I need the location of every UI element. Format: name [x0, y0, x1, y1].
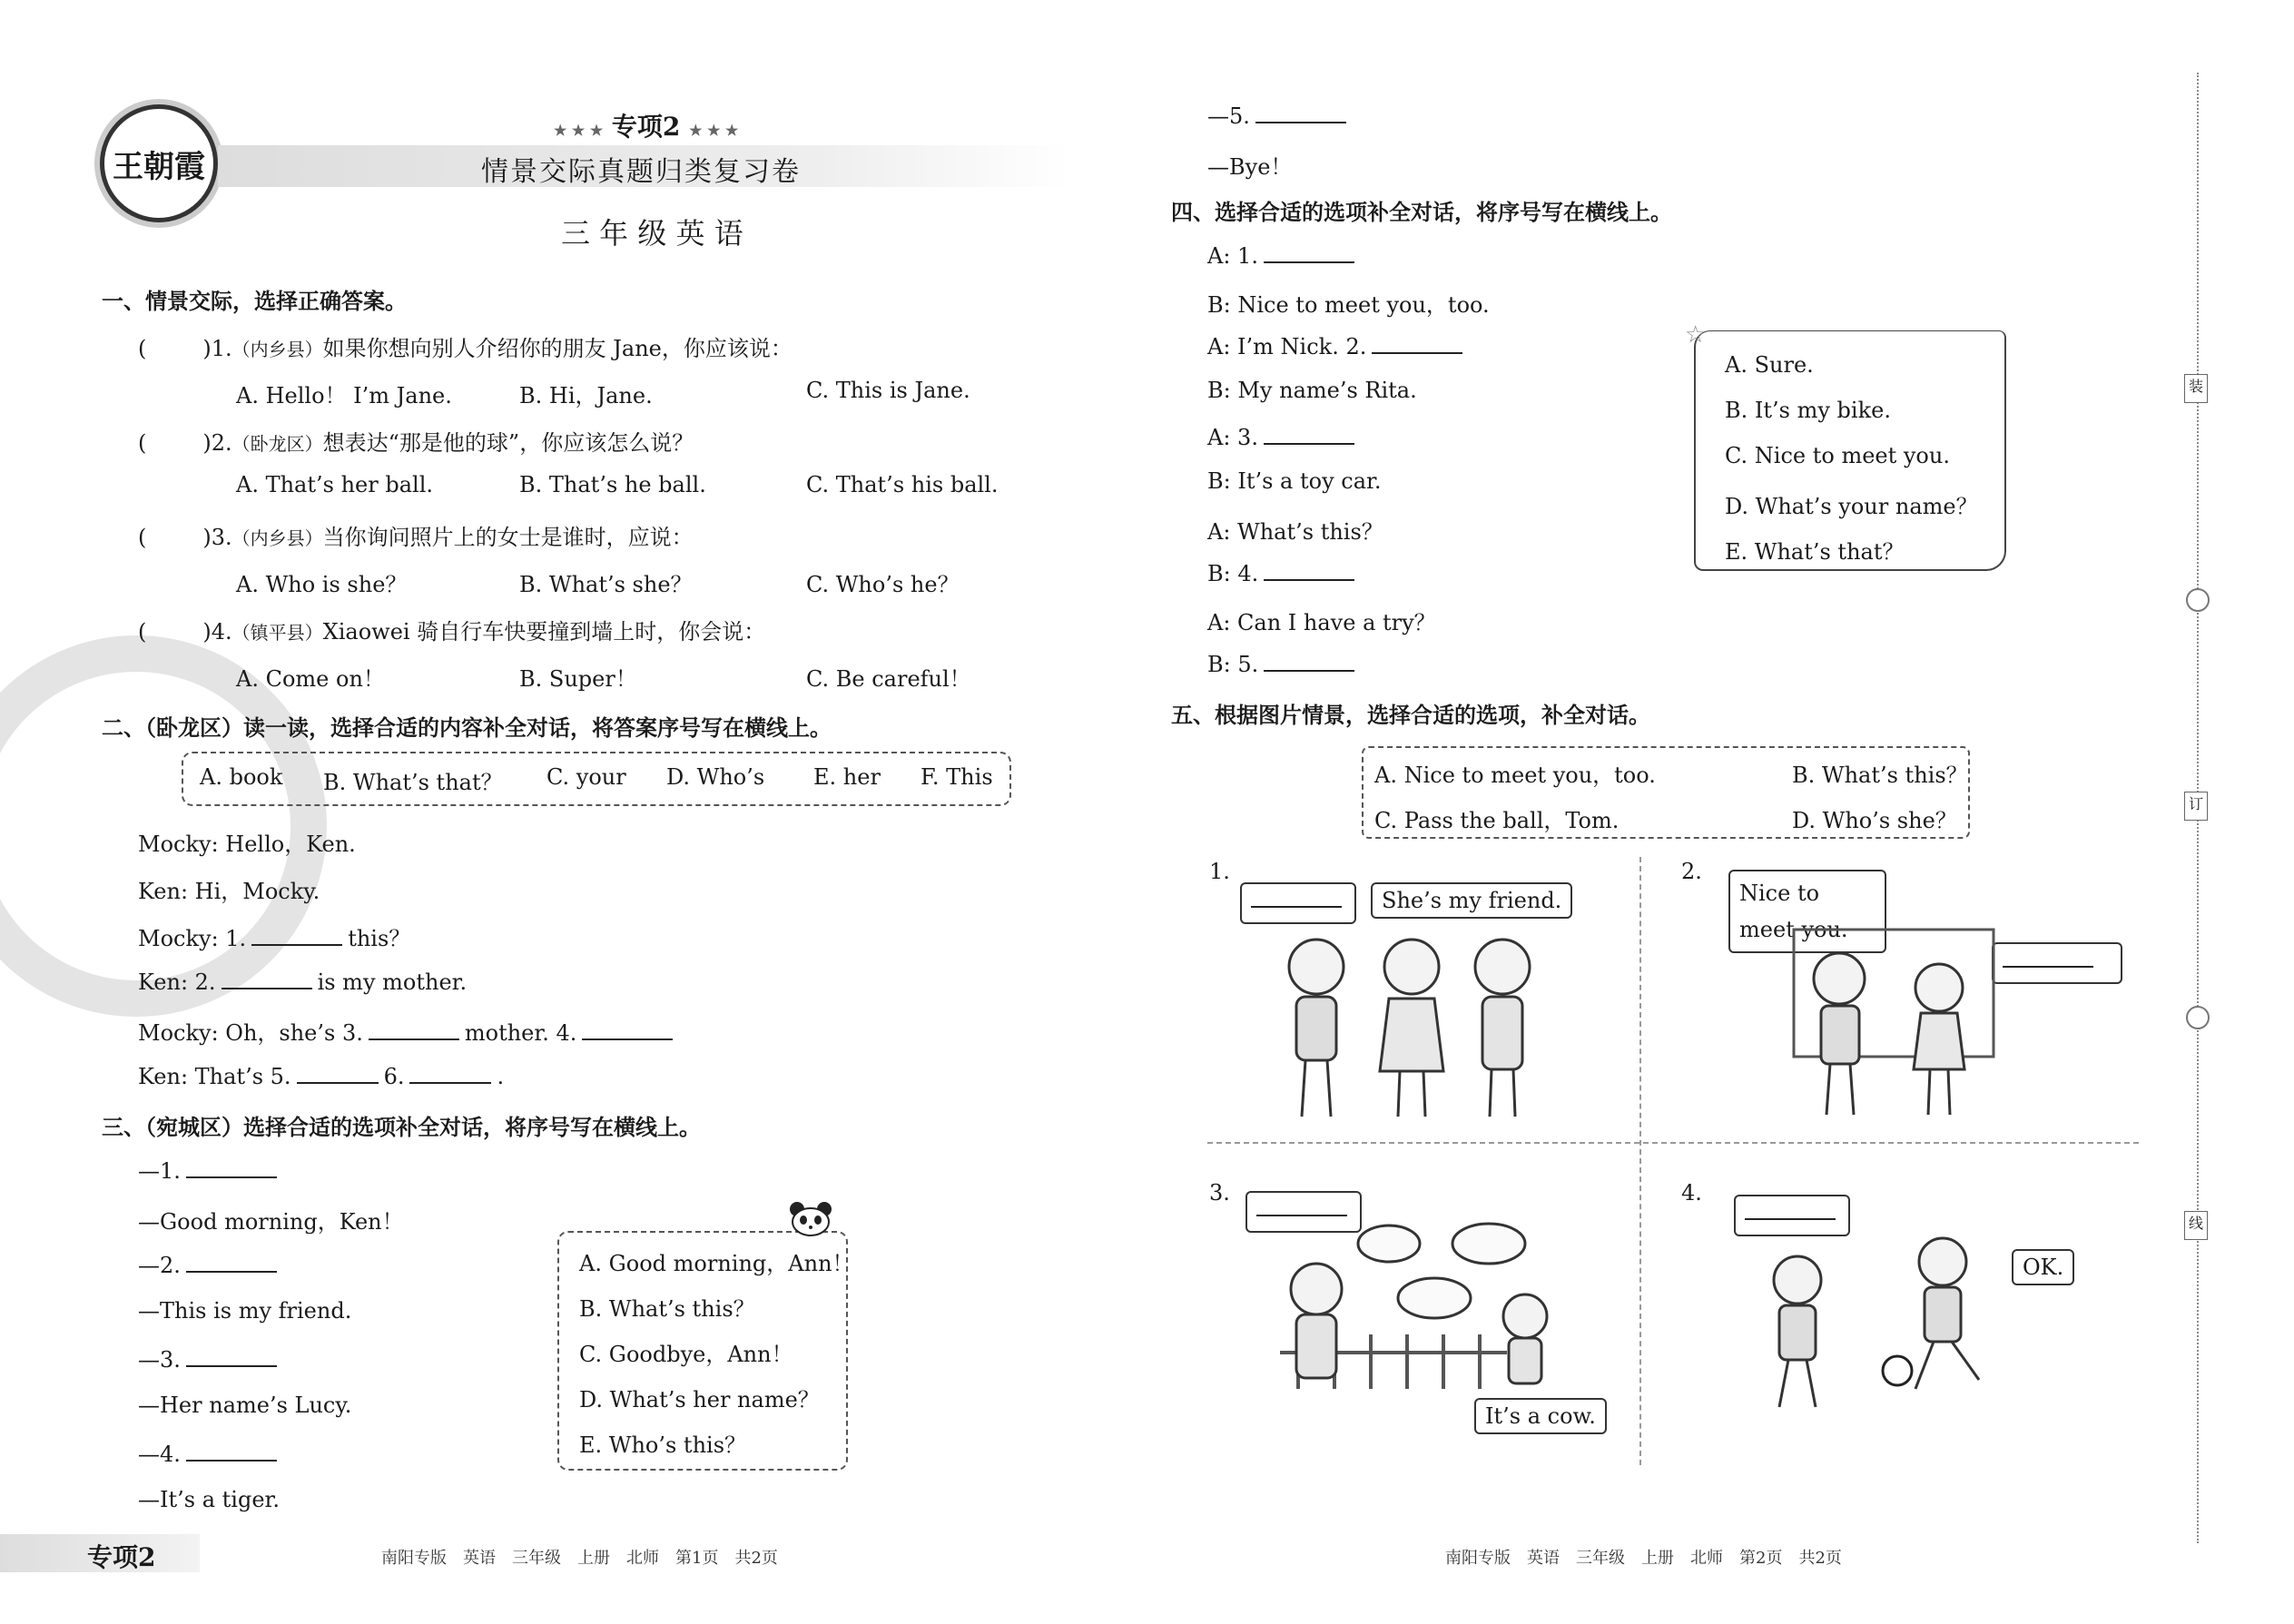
boy-figure [1289, 940, 1344, 1117]
part4-option-a: A. Sure. [1725, 352, 1814, 378]
part4-option-b: B. It’s my bike. [1725, 398, 1891, 423]
picture-2-blank[interactable] [2003, 948, 2093, 968]
part2-blank-2[interactable] [222, 968, 312, 989]
stars-right: ★ ★ ★ [689, 122, 739, 139]
part2-line-1: Mocky: Hello，Ken. [138, 832, 356, 857]
logo-text: 王朝霞 [113, 149, 205, 185]
picture-2-bubble: Nice to meet you. [1728, 870, 1886, 953]
part2-option-e: E. her [813, 764, 881, 790]
part4-heading: 四、选择合适的选项补全对话，将序号写在横线上。 [1171, 200, 1672, 225]
part1-q3: ( )3.（内乡县）当你询问照片上的女士是谁时，应说： [138, 525, 694, 550]
part3-option-e: E. Who’s this？ [579, 1432, 747, 1458]
series-label [554, 107, 738, 143]
part1-q3-option-b[interactable]: B. What’s she？ [519, 572, 693, 597]
part4-blank-3[interactable] [1264, 423, 1354, 445]
part2-blank-6[interactable] [409, 1062, 491, 1084]
part2-heading: 二、（卧龙区）读一读，选择合适的内容补全对话，将答案序号写在横线上。 [102, 715, 832, 741]
part4-blank-4[interactable] [1264, 559, 1354, 581]
part5-option-d: D. Who’s she？ [1792, 808, 1957, 833]
part2-option-b: B. What’s that？ [323, 770, 503, 795]
part3-blank-4[interactable] [186, 1440, 277, 1462]
part1-q4: ( )4.（镇平县）Xiaowei 骑自行车快要撞到墙上时，你会说： [138, 619, 766, 645]
part3-line-2: —Good morning，Ken！ [138, 1209, 404, 1235]
part1-q1-option-a[interactable]: A. Hello！ I’m Jane. [236, 383, 452, 408]
part1-q2-option-c[interactable]: C. That’s his ball. [806, 472, 999, 497]
part3-line-10: —Bye！ [1207, 154, 1293, 180]
part3-line-8: —It’s a tiger. [138, 1487, 280, 1512]
part2-blank-5[interactable] [297, 1062, 379, 1084]
picture-4-blank[interactable] [1745, 1200, 1836, 1220]
part2-line-3: Mocky: 1. this？ [138, 926, 411, 951]
part3-line-9: —5. [1207, 102, 1352, 129]
part1-q1-option-c[interactable]: C. This is Jane. [806, 378, 970, 403]
girl-figure-1 [1380, 940, 1443, 1117]
part4-line-10: B: 5. [1207, 650, 1360, 677]
part5-heading: 五、根据图片情景，选择合适的选项，补全对话。 [1171, 703, 1650, 728]
part1-q1-option-b[interactable]: B. Hi，Jane. [519, 383, 653, 408]
part4-line-7: A: What’s this？ [1207, 519, 1383, 545]
star-icon: ☆ [1685, 321, 1707, 349]
part4-line-4: B: My name’s Rita. [1207, 378, 1417, 403]
picture-3-blank[interactable] [1256, 1196, 1347, 1216]
picture-3-number: 3. [1209, 1180, 1230, 1206]
part2-line-5: Mocky: Oh，she’s 3. mother. 4. [138, 1015, 678, 1047]
logo-seal [100, 104, 218, 222]
picture-grid-divider-h [1207, 1142, 2139, 1144]
picture-3-bubble: It’s a cow. [1474, 1398, 1607, 1434]
stars-left: ★ ★ ★ [554, 122, 604, 139]
part2-line-6: Ken: That’s 5. 6. . [138, 1064, 505, 1089]
part4-line-6: B: It’s a toy car. [1207, 468, 1382, 494]
girl-figure [1914, 964, 1964, 1115]
part3-option-b: B. What’s this？ [579, 1296, 755, 1322]
picture-grid-divider-v [1639, 857, 1641, 1465]
part2-option-f: F. This [921, 764, 993, 790]
part1-q1: ( )1.（内乡县）如果你想向别人介绍你的朋友 Jane，你应该说： [138, 336, 793, 361]
part2-option-a: A. book [200, 764, 283, 790]
picture-1-kids [1262, 926, 1561, 1126]
part2-line-4: Ken: 2. is my mother. [138, 969, 468, 995]
part1-q3-option-a[interactable]: A. Who is she？ [236, 572, 408, 597]
part3-option-a: A. Good morning，Ann！ [579, 1251, 854, 1276]
part3-option-c: C. Goodbye，Ann！ [579, 1342, 793, 1367]
part4-line-5: A: 3. [1207, 423, 1360, 450]
binding-mark-3: 线 [2184, 1211, 2208, 1240]
part3-line-1: —1. [138, 1156, 282, 1184]
cow-figures [1358, 1224, 1525, 1318]
part4-line-8: B: 4. [1207, 559, 1360, 586]
part3-option-d: D. What’s her name？ [579, 1387, 820, 1412]
part1-q4-option-a[interactable]: A. Come on！ [236, 666, 385, 692]
picture-1-bubble: She’s my friend. [1371, 882, 1572, 919]
part3-blank-1[interactable] [186, 1156, 277, 1178]
binding-mark-1: 装 [2184, 374, 2208, 403]
picture-2-number: 2. [1681, 859, 1702, 884]
picture-2-empty-bubble [1992, 942, 2122, 984]
picture-2-scene [1785, 924, 2003, 1124]
part1-q3-option-c[interactable]: C. Who’s he？ [806, 572, 960, 597]
picture-4-empty-bubble [1734, 1195, 1850, 1236]
page-subtitle: 三 年 级 英 语 [561, 216, 743, 251]
part3-blank-2[interactable] [186, 1251, 277, 1273]
footer-left-label: 专项2 [87, 1542, 156, 1572]
part4-line-3: A: I’m Nick. 2. [1207, 332, 1468, 359]
part4-line-2: B: Nice to meet you，too. [1207, 292, 1490, 318]
part3-line-5: —3. [138, 1345, 282, 1373]
part3-blank-3[interactable] [186, 1345, 277, 1367]
girl-figure [1503, 1294, 1547, 1383]
series-text: 专项2 [611, 112, 681, 142]
woman-figure [1291, 1264, 1342, 1378]
binding-hole-icon [2186, 588, 2210, 612]
part2-option-c: C. your [546, 764, 626, 790]
part2-option-d: D. Who’s [666, 764, 765, 790]
part3-line-3: —2. [138, 1251, 282, 1278]
panda-icon [788, 1200, 833, 1236]
picture-1-number: 1. [1209, 859, 1230, 884]
part3-blank-5[interactable] [1255, 102, 1346, 123]
part5-option-b: B. What’s this？ [1792, 763, 1968, 788]
part1-q2-option-a[interactable]: A. That’s her ball. [236, 472, 433, 497]
part2-line-2: Ken: Hi，Mocky. [138, 879, 320, 904]
part4-option-c: C. Nice to meet you. [1725, 443, 1950, 468]
footer-right-info: 南阳专版 英语 三年级 上册 北师 第2页 共2页 [1445, 1549, 1842, 1568]
part2-blank-1[interactable] [251, 924, 342, 946]
part4-blank-5[interactable] [1264, 650, 1354, 672]
part1-q4-option-c[interactable]: C. Be careful！ [806, 666, 971, 692]
part4-line-9: A: Can I have a try？ [1207, 610, 1436, 635]
footer-left-info: 南阳专版 英语 三年级 上册 北师 第1页 共2页 [381, 1549, 778, 1568]
part3-line-4: —This is my friend. [138, 1298, 352, 1324]
boy-figure-1 [1774, 1256, 1821, 1407]
page-title: 情景交际真题归类复习卷 [481, 156, 801, 188]
part1-q4-option-b[interactable]: B. Super！ [519, 666, 637, 692]
picture-4-bubble: OK. [2012, 1249, 2074, 1285]
part1-q2: ( )2.（卧龙区）想表达“那是他的球”，你应该怎么说？ [138, 430, 694, 456]
boy-figure-2 [1915, 1238, 1979, 1389]
part3-heading: 三、（宛城区）选择合适的选项补全对话，将序号写在横线上。 [102, 1115, 701, 1140]
picture-4-scene [1761, 1235, 2015, 1416]
picture-4-number: 4. [1681, 1180, 1702, 1206]
binding-mark-2: 订 [2184, 792, 2208, 821]
part1-heading: 一、情景交际，选择正确答案。 [102, 289, 407, 314]
binding-hole-icon [2186, 1006, 2210, 1029]
part5-option-c: C. Pass the ball，Tom. [1374, 808, 1620, 833]
part1-q2-option-b[interactable]: B. That’s he ball. [519, 472, 706, 497]
part2-blank-3[interactable] [369, 1019, 459, 1040]
part5-option-a: A. Nice to meet you，too. [1374, 763, 1656, 788]
boy-figure [1814, 953, 1865, 1115]
part4-line-1: A: 1. [1207, 241, 1360, 269]
part4-option-e: E. What’s that？ [1725, 539, 1905, 565]
part3-line-6: —Her name’s Lucy. [138, 1393, 352, 1418]
part2-blank-4[interactable] [582, 1019, 673, 1040]
part3-line-7: —4. [138, 1440, 282, 1467]
part4-option-d: D. What’s your name？ [1725, 494, 1978, 519]
part4-blank-2[interactable] [1372, 332, 1462, 354]
girl-figure-2 [1475, 940, 1530, 1117]
picture-3-scene [1271, 1216, 1561, 1398]
picture-1-blank[interactable] [1251, 888, 1342, 908]
part4-blank-1[interactable] [1264, 241, 1354, 263]
ball-icon [1883, 1356, 1912, 1385]
picture-1-empty-bubble [1240, 882, 1356, 924]
